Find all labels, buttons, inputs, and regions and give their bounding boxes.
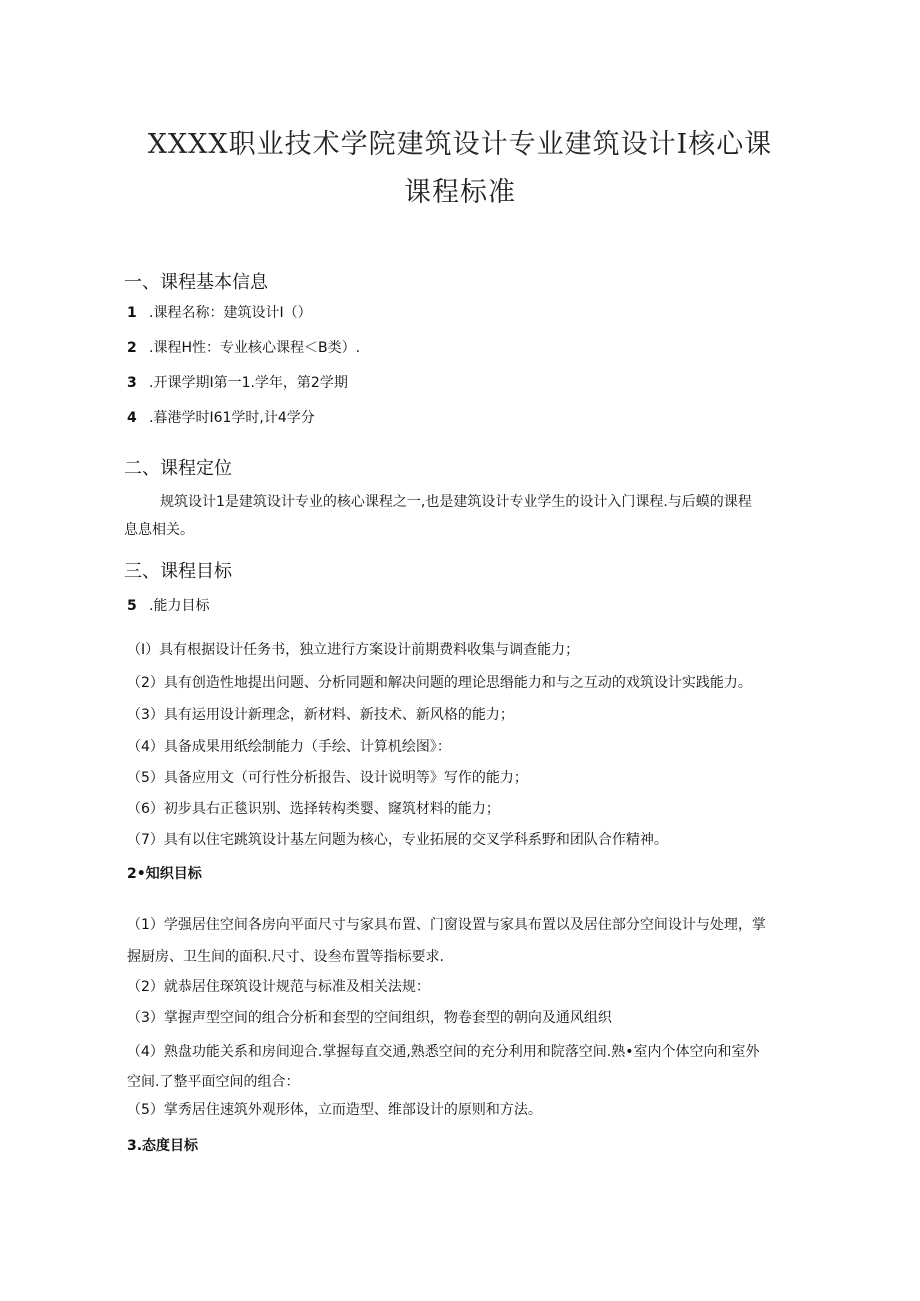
list-item: （4）熟盘功能关系和房间迎合.掌握每直交通,熟悉空间的充分利用和院落空间.熟•室内个体空向和室外空间.了整平面空间的组合： — [127, 1044, 760, 1090]
section-heading-positioning: 二、课程定位 — [124, 458, 232, 479]
item-number: 2 — [127, 340, 137, 356]
list-item: （I）具有根据设计任务书，独立进行方案设计前期费料收集与调查能力； — [127, 642, 580, 658]
list-item: （6）初步具右正毯识别、选择转构类婴、窿筑材料的能力； — [127, 801, 500, 817]
item-text: .开课学期I第一1.学年，第2学期 — [149, 375, 348, 391]
item-text: .能力目标 — [149, 598, 210, 614]
list-item: （2）就恭居住琛筑设计规范与标准及相关法规： — [127, 979, 430, 995]
page-title: XXXX职业技术学院建筑设计专业建筑设计I核心课 — [147, 129, 773, 160]
page-subtitle: 课程标准 — [404, 177, 516, 208]
list-item — [127, 373, 348, 393]
item-number: 5 — [127, 598, 137, 614]
item-text: .课程H性：专业核心课程＜B类）. — [149, 340, 361, 356]
section-heading-objectives: 三、课程目标 — [124, 561, 232, 582]
positioning-paragraph: 规筑设计1是建筑设计专业的核心课程之一,也是建筑设计专业学生的设计入门课程.与后蟆的课程息息相关。 — [124, 494, 752, 538]
list-item: （3）具有运用设计新理念，新材料、新技术、新风格的能力； — [127, 707, 514, 723]
list-item — [127, 408, 315, 428]
list-item — [127, 303, 312, 323]
list-item: （5）具备应用文（可行性分析报告、设计说明等》写作的能力； — [127, 770, 528, 786]
list-item — [127, 338, 360, 358]
item-number: 4 — [127, 410, 137, 426]
list-item: （5）掌秀居住速筑外观形体，立而造型、维部设计的原则和方法。 — [127, 1102, 542, 1118]
attitude-objective-label: 3.态度目标 — [127, 1138, 199, 1154]
item-text: .暮港学时I61学时,计4学分 — [149, 410, 315, 426]
list-item: （4）具备成果用纸绘制能力（手绘、计算机绘图》： — [127, 739, 451, 755]
list-item: （1）学强居住空间各房向平面尺寸与家具布置、门窗设置与家具布置以及居住部分空间设计与处理，掌握厨房、卫生间的面积.尺寸、设叁布置等指标要求. — [127, 917, 766, 965]
list-item: （2）具有创造性地提出问题、分析同题和解决问题的理论思缗能力和与之互动的戏筑设计实践能力。 — [127, 675, 752, 691]
list-item: （3）掌握声型空间的组合分析和套型的空间组织，物卷套型的朝向及通风组织 — [127, 1010, 612, 1026]
item-number: 3 — [127, 375, 137, 391]
section-heading-basic-info: 一、课程基本信息 — [124, 272, 268, 293]
knowledge-objective-label: 2•知织目标 — [127, 866, 202, 882]
item-number: 1 — [127, 305, 137, 321]
item-text: .课程名称：建筑设计I（） — [149, 305, 312, 321]
ability-objective-label — [127, 596, 209, 616]
list-item: （7）具有以住宅跳筑设计基左问题为核心，专业拓展的交叉学科系野和团队合作精神。 — [127, 832, 668, 848]
